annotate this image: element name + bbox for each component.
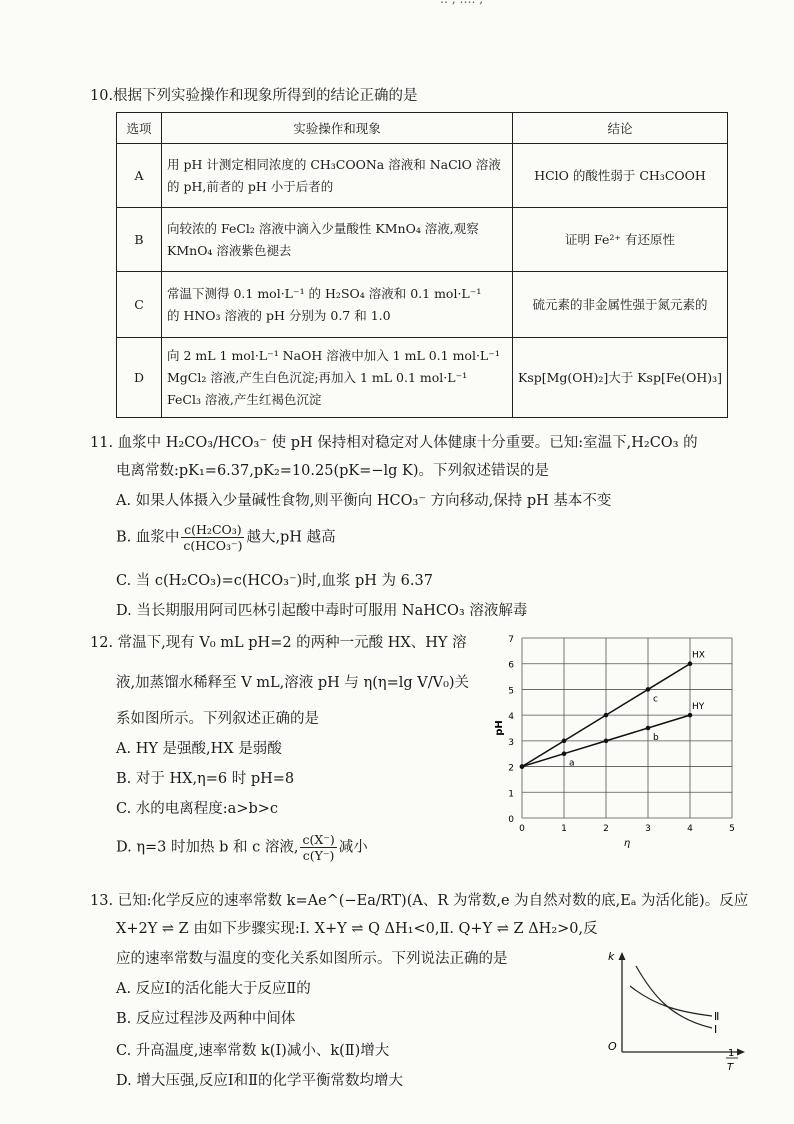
q13-option-c: C. 升高温度,速率常数 k(Ⅰ)减小、k(Ⅱ)增大 [116, 1043, 390, 1059]
y-tick-label: 0 [508, 815, 514, 825]
operation-line: 的 pH,前者的 pH 小于后者的 [167, 178, 334, 194]
q13-option-b: B. 反应过程涉及两种中间体 [116, 1011, 296, 1027]
operation-cell [162, 272, 513, 338]
table-row [117, 338, 728, 418]
q12-option-c: C. 水的电离程度:a>b>c [116, 801, 279, 817]
data-point [688, 661, 693, 666]
table-row [117, 272, 728, 338]
data-point [646, 687, 651, 692]
data-point [604, 739, 609, 744]
conclusion-cell: 证明 Fe²⁺ 有还原性 [513, 208, 728, 272]
q10-table [116, 112, 728, 418]
point-label-b: b [653, 733, 659, 743]
y-tick-label: 7 [508, 635, 514, 645]
x-tick-label: 5 [729, 824, 735, 834]
operation-line: KMnO₄ 溶液紫色褪去 [167, 242, 292, 258]
y-tick-label: 1 [508, 789, 514, 800]
q10-title: 10.根据下列实验操作和现象所得到的结论正确的是 [90, 88, 418, 104]
point-label-a: a [569, 758, 575, 769]
x-axis-label-num: 1 [728, 1048, 735, 1059]
operation-cell [162, 144, 513, 208]
header-fragment [440, 0, 483, 6]
conclusion-cell: Ksp[Mg(OH)₂]大于 Ksp[Fe(OH)₃] [513, 338, 728, 418]
q13-option-a: A. 反应Ⅰ的活化能大于反应Ⅱ的 [116, 981, 311, 997]
q12-option-b: B. 对于 HX,η=6 时 pH=8 [116, 771, 295, 787]
data-point [520, 764, 525, 769]
point-label-c: c [653, 694, 658, 705]
fraction [300, 832, 336, 863]
curve-I-label: Ⅰ [714, 1023, 718, 1036]
option-cell: A [117, 144, 162, 208]
q12-stem-line: 液,加蒸馏水稀释至 V mL,溶液 pH 与 η(η=lg V/V₀)关 [116, 675, 470, 691]
data-point [562, 739, 567, 744]
conclusion-cell: HClO 的酸性弱于 CH₃COOH [513, 144, 728, 208]
y-axis-label: pH [494, 720, 505, 736]
q12-stem-line: 系如图所示。下列叙述正确的是 [116, 711, 319, 727]
x-tick-label: 1 [561, 824, 567, 834]
q11-option-d: D. 当长期服用阿司匹林引起酸中毒时可服用 NaHCO₃ 溶液解毒 [116, 603, 528, 619]
series-label: HY [692, 702, 705, 713]
fraction-numerator: c(X⁻) [302, 832, 335, 847]
y-tick-label: 4 [508, 712, 514, 723]
table-row [117, 144, 728, 208]
origin-label: O [608, 1040, 617, 1053]
q11-option-b [116, 522, 336, 553]
q13-stem-line: X+2Y ⇌ Z 由如下步骤实现:Ⅰ. X+Y ⇌ Q ΔH₁<0,Ⅱ. Q+Y ⇌ Z ΔH₂>0,反 [116, 921, 598, 937]
curve-II-label: Ⅱ [714, 1010, 720, 1023]
curve-II [630, 986, 712, 1016]
fraction-denominator: c(HCO₃⁻) [183, 538, 243, 553]
ph-eta-chart [494, 628, 744, 858]
y-axis-label: k [608, 950, 615, 963]
y-tick-label: 5 [508, 686, 514, 697]
data-point [646, 726, 651, 731]
data-point [562, 751, 567, 756]
y-tick-label: 2 [508, 763, 514, 774]
table-header-row [117, 113, 728, 144]
y-tick-label: 6 [508, 660, 514, 671]
fraction-numerator: c(H₂CO₃) [181, 522, 244, 538]
rate-constant-chart [600, 948, 750, 1078]
conclusion-cell: 硫元素的非金属性强于氮元素的 [513, 272, 728, 338]
operation-line: 向 2 mL 1 mol·L⁻¹ NaOH 溶液中加入 1 mL 0.1 mol·L⁻¹ [167, 347, 500, 363]
q12-option-d [116, 832, 368, 863]
x-axis-arrow [737, 1049, 745, 1056]
x-tick-label: 3 [645, 824, 651, 834]
q11-stem-line: 11. 血浆中 H₂CO₃/HCO₃⁻ 使 pH 保持相对稳定对人体健康十分重要。已知:室温下,H₂CO₃ 的 [90, 435, 698, 451]
fraction-denominator: c(Y⁻) [302, 848, 335, 863]
option-d-prefix: D. η=3 时加热 b 和 c 溶液, [116, 839, 299, 856]
operation-line: FeCl₃ 溶液,产生红褐色沉淀 [167, 391, 322, 407]
option-d-suffix: 减小 [338, 839, 368, 856]
q13-option-d: D. 增大压强,反应Ⅰ和Ⅱ的化学平衡常数均增大 [116, 1073, 404, 1089]
table-row [117, 208, 728, 272]
option-b-prefix: B. 血浆中 [116, 529, 180, 546]
operation-line: 用 pH 计测定相同浓度的 CH₃COONa 溶液和 NaClO 溶液 [167, 156, 501, 172]
q13-stem-line: 13. 已知:化学反应的速率常数 k=Ae^(−Ea/RT)(A、R 为常数,e 为自然对数的底,Eₐ 为活化能)。反应 [90, 893, 749, 909]
operation-line: 向较浓的 FeCl₂ 溶液中滴入少量酸性 KMnO₄ 溶液,观察 [167, 220, 479, 236]
data-point [688, 713, 693, 718]
series-label: HX [692, 650, 705, 661]
operation-line: 的 HNO₃ 溶液的 pH 分别为 0.7 和 1.0 [167, 307, 391, 323]
option-cell: D [117, 338, 162, 418]
x-tick-label: 0 [519, 824, 525, 834]
x-axis-label: η [623, 838, 631, 849]
y-axis-arrow [619, 952, 626, 960]
table-header: 实验操作和现象 [162, 113, 513, 144]
data-point [604, 713, 609, 718]
operation-cell [162, 338, 513, 418]
y-tick-label: 3 [508, 737, 514, 748]
option-cell: B [117, 208, 162, 272]
operation-cell [162, 208, 513, 272]
option-cell: C [117, 272, 162, 338]
curve-I [636, 966, 712, 1028]
x-tick-label: 4 [687, 824, 693, 834]
operation-line: 常温下测得 0.1 mol·L⁻¹ 的 H₂SO₄ 溶液和 0.1 mol·L⁻¹ [167, 285, 482, 301]
q11-stem-line: 电离常数:pK₁=6.37,pK₂=10.25(pK=−lg K)。下列叙述错误的是 [116, 463, 550, 479]
x-tick-label: 2 [603, 824, 609, 834]
q12-option-a: A. HY 是强酸,HX 是弱酸 [116, 741, 282, 757]
x-axis-label-den: T [727, 1062, 734, 1073]
option-b-suffix: 越大,pH 越高 [246, 529, 336, 546]
q11-option-c: C. 当 c(H₂CO₃)=c(HCO₃⁻)时,血浆 pH 为 6.37 [116, 573, 433, 589]
operation-line: MgCl₂ 溶液,产生白色沉淀;再加入 1 mL 0.1 mol·L⁻¹ [167, 369, 468, 385]
fraction [181, 522, 244, 553]
q11-option-a: A. 如果人体摄入少量碱性食物,则平衡向 HCO₃⁻ 方向移动,保持 pH 基本不变 [116, 493, 612, 509]
q12-stem-line: 12. 常温下,现有 V₀ mL pH=2 的两种一元酸 HX、HY 溶 [90, 635, 467, 651]
table-header: 结论 [513, 113, 728, 144]
table-header: 选项 [117, 113, 162, 144]
q13-stem-line: 应的速率常数与温度的变化关系如图所示。下列说法正确的是 [116, 951, 508, 967]
